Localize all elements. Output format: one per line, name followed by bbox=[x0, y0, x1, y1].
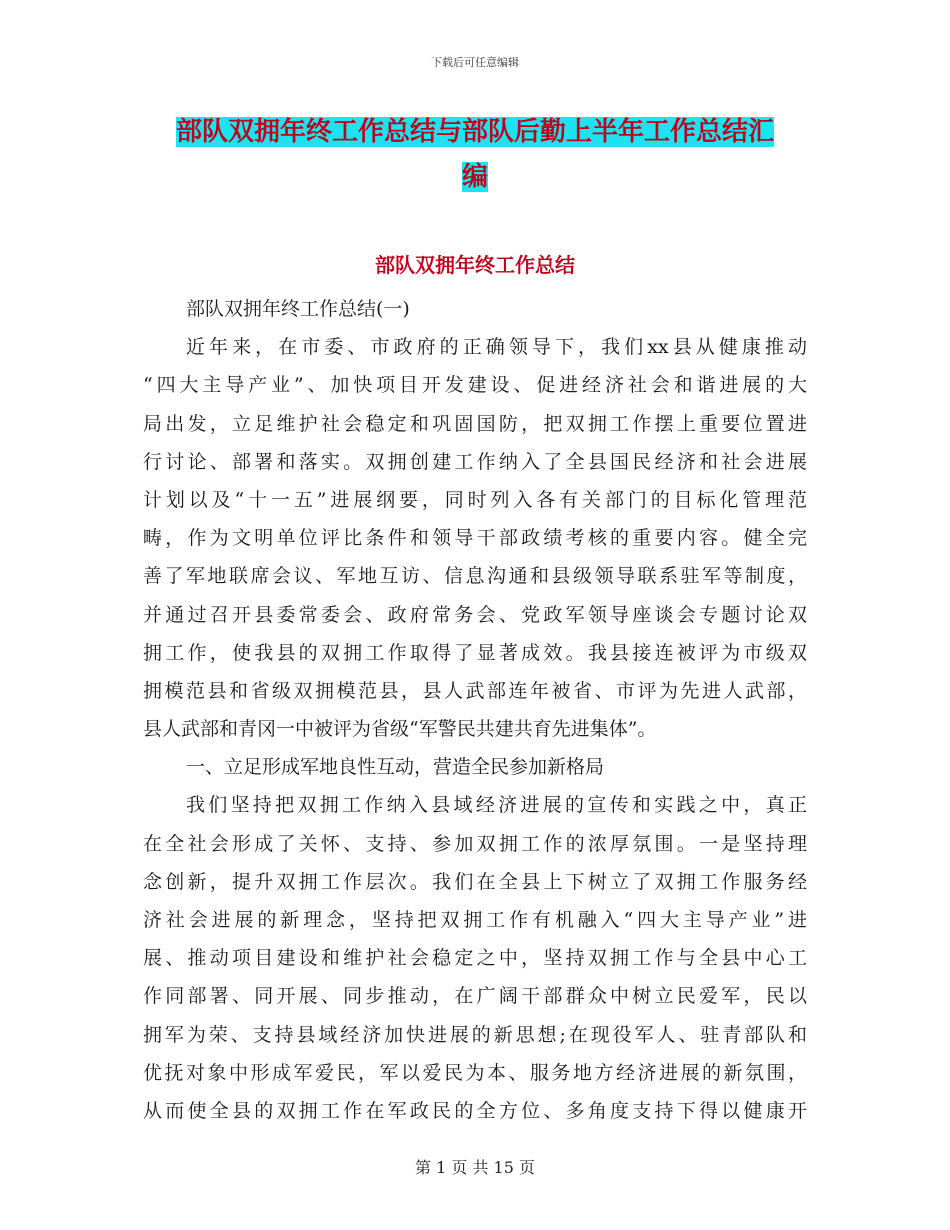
page-header-note: 下载后可任意编辑 bbox=[431, 56, 519, 69]
paragraph-line: 县人武部和青冈一中被评为省级“军警民共建共育先进集体”。 bbox=[143, 718, 657, 741]
document-title bbox=[145, 110, 805, 200]
body-text bbox=[143, 290, 807, 1130]
section-title: 部队双拥年终工作总结 bbox=[375, 253, 575, 277]
paragraph-line: 拥模范县和省级双拥模范县，县人武部连年被省、市评为先进人武部， bbox=[143, 679, 807, 702]
paragraph-line: 济社会进展的新理念，坚持把双拥工作有机融入“四大主导产业”进 bbox=[143, 909, 807, 931]
paragraph-line: 并通过召开县委常委会、政府常务会、党政军领导座谈会专题讨论双 bbox=[143, 603, 807, 626]
document-title-line-1: 部队双拥年终工作总结与部队后勤上半年工作总结汇 bbox=[175, 117, 774, 147]
paragraph-line: 我们坚持把双拥工作纳入县域经济进展的宣传和实践之中，真正 bbox=[186, 794, 807, 817]
paragraph-line: 念创新，提升双拥工作层次。我们在全县上下树立了双拥工作服务经 bbox=[143, 870, 807, 893]
paragraph-line: 展、推动项目建设和维护社会稳定之中，坚持双拥工作与全县中心工 bbox=[143, 947, 807, 970]
paragraph-line: 计划以及“十一五”进展纲要，同时列入各有关部门的目标化管理范 bbox=[143, 488, 807, 511]
paragraph-line: 作同部署、同开展、同步推动，在广阔干部群众中树立民爱军，民以 bbox=[143, 985, 807, 1008]
paragraph-line: 从而使全县的双拥工作在军政民的全方位、多角度支持下得以健康开 bbox=[143, 1099, 807, 1122]
paragraph-line: 拥工作，使我县的双拥工作取得了显著成效。我县接连被评为市级双 bbox=[143, 641, 807, 664]
paragraph-line: 近年来，在市委、市政府的正确领导下，我们xx县从健康推动 bbox=[186, 336, 807, 359]
document-title-line-2: 编 bbox=[461, 162, 488, 192]
paragraph-line: 在全社会形成了关怀、支持、参加双拥工作的浓厚氛围。一是坚持理 bbox=[143, 832, 807, 855]
paragraph-line: 行讨论、部署和落实。双拥创建工作纳入了全县国民经济和社会进展 bbox=[143, 450, 807, 473]
subheading-line: 部队双拥年终工作总结(一) bbox=[186, 298, 410, 320]
paragraph-line: 优抚对象中形成军爱民，军以爱民为本、服务地方经济进展的新氛围， bbox=[143, 1061, 807, 1084]
paragraph-line: 局出发，立足维护社会稳定和巩固国防，把双拥工作摆上重要位置进 bbox=[143, 412, 807, 435]
paragraph-line: 拥军为荣、支持县域经济加快进展的新思想;在现役军人、驻青部队和 bbox=[143, 1023, 807, 1046]
paragraph-line: 畴，作为文明单位评比条件和领导干部政绩考核的重要内容。健全完 bbox=[143, 527, 807, 550]
subheading-line: 一、立足形成军地良性互动，营造全民参加新格局 bbox=[186, 756, 605, 779]
paragraph-line: 善了军地联席会议、军地互访、信息沟通和县级领导联系驻军等制度， bbox=[143, 565, 807, 588]
paragraph-line: “四大主导产业”、加快项目开发建设、促进经济社会和谐进展的大 bbox=[143, 374, 807, 397]
page-number-footer: 第 1 页 共 15 页 bbox=[415, 1158, 535, 1177]
